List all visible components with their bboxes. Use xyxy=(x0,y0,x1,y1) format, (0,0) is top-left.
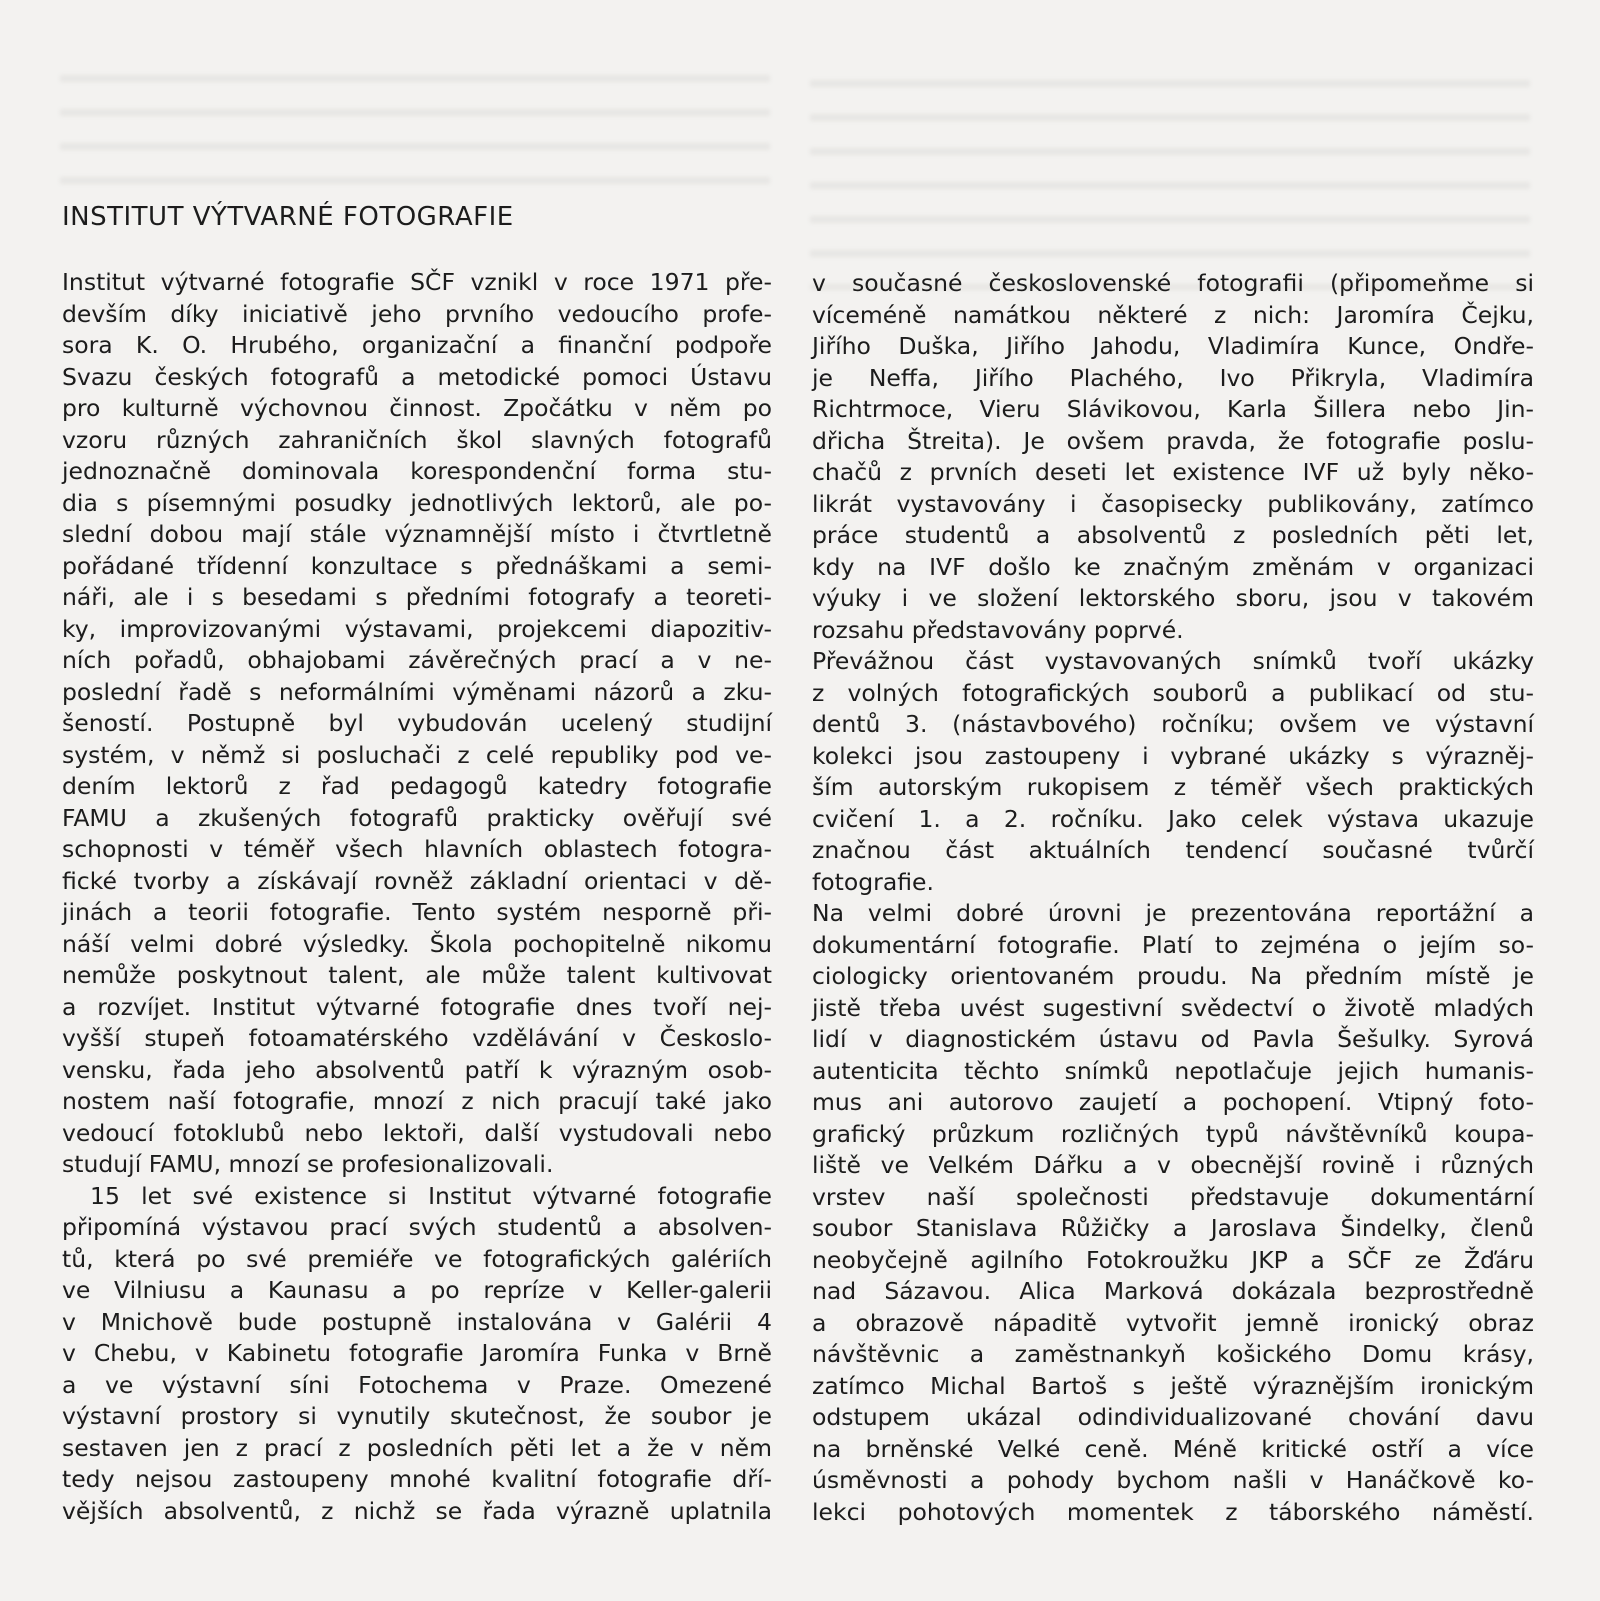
text-line: slední dobou mají stále významnější místo i čtvrtletně xyxy=(62,520,772,548)
text-line: vensku, řada jeho absolventů patří k výrazným osob- xyxy=(62,1055,772,1084)
text-line: dokumentární fotografie. Platí to zejména o jejím so- xyxy=(812,930,1534,959)
text-line: schopnosti v téměř všech hlavních oblastech fotogra- xyxy=(62,835,772,863)
text-line: v současné československé fotografii (připomeňme si xyxy=(812,269,1534,297)
right-text-column xyxy=(812,268,1534,1528)
text-line: náři, ale i s besedami s předními fotografy a teoreti- xyxy=(62,583,772,611)
text-line: Institut výtvarné fotografie SČF vznikl v roce 1971 pře- xyxy=(62,268,772,296)
text-line: Richtrmoce, Vieru Slávikovou, Karla Šillera nebo Jin- xyxy=(812,395,1534,423)
text-line: vrstev naší společnosti představuje dokumentární xyxy=(812,1182,1534,1211)
text-line: jednoznačně dominovala korespondenční forma stu- xyxy=(62,457,772,485)
text-line: jinách a teorii fotografie. Tento systém nesporně při- xyxy=(62,898,772,926)
text-line: z volných fotografických souborů a publikací od stu- xyxy=(812,678,1534,707)
article-heading: INSTITUT VÝTVARNÉ FOTOGRAFIE xyxy=(62,202,514,232)
text-line: 15 let své existence si Institut výtvarné fotografie xyxy=(90,1181,772,1210)
text-line: Převážnou část vystavovaných snímků tvoří ukázky xyxy=(812,647,1534,675)
text-line: ky, improvizovanými výstavami, projekcemi diapozitiv- xyxy=(62,614,772,643)
text-line: návštěvnic a zaměstnankyň košického Domu krásy, xyxy=(812,1340,1534,1368)
text-line: chačů z prvních deseti let existence IVF už byly něko- xyxy=(812,458,1534,486)
text-line: Svazu českých fotografů a metodické pomoci Ústavu xyxy=(62,362,772,391)
text-line: pro kulturně výchovnou činnost. Zpočátku v něm po xyxy=(62,394,772,422)
text-line: šeností. Postupně byl vybudován ucelený studijní xyxy=(62,709,772,737)
text-line: ních pořadů, obhajobami závěrečných prací a v ne- xyxy=(62,646,772,674)
text-line: odstupem ukázal odindividualizované chování davu xyxy=(812,1403,1534,1431)
text-line: soubor Stanislava Růžičky a Jaroslava Šindelky, členů xyxy=(812,1214,1534,1242)
text-line: Jiřího Duška, Jiřího Jahodu, Vladimíra Kunce, Ondře- xyxy=(812,332,1534,360)
text-line: v Chebu, v Kabinetu fotografie Jaromíra Funka v Brně xyxy=(62,1339,772,1367)
text-line: vedoucí fotoklubů nebo lektoři, další vystudovali nebo xyxy=(62,1118,772,1147)
text-line: autenticita těchto snímků nepotlačuje jejich humanis- xyxy=(812,1056,1534,1085)
text-line: práce studentů a absolventů z posledních pěti let, xyxy=(812,521,1534,549)
text-line: pořádané třídenní konzultace s přednáškami a semi- xyxy=(62,551,772,580)
text-line: víceméně namátkou některé z nich: Jaromíra Čejku, xyxy=(812,300,1534,329)
text-line: připomíná výstavou prací svých studentů a absolven- xyxy=(62,1213,772,1241)
text-line: dentů 3. (nástavbového) ročníku; ovšem ve výstavní xyxy=(812,710,1534,738)
text-line: a ve výstavní síni Fotochema v Praze. Omezené xyxy=(62,1370,772,1399)
text-line: fotografie. xyxy=(812,867,934,896)
text-line: grafický průzkum rozličných typů návštěvníků koupa- xyxy=(812,1119,1534,1148)
text-line: výstavní prostory si vynutily skutečnost, že soubor je xyxy=(62,1402,772,1430)
text-line: cvičení 1. a 2. ročníku. Jako celek výstava ukazuje xyxy=(812,804,1534,833)
text-line: kdy na IVF došlo ke značným změnám v organizaci xyxy=(812,552,1534,581)
text-line: značnou část aktuálních tendencí současné tvůrčí xyxy=(812,836,1534,864)
text-line: fické tvorby a získávají rovněž základní orientaci v dě- xyxy=(62,866,772,895)
text-line: rozsahu představovány poprvé. xyxy=(812,615,1184,644)
text-line: nemůže poskytnout talent, ale může talent kultivovat xyxy=(62,961,772,989)
text-line: nostem naší fotografie, mnozí z nich pracují také jako xyxy=(62,1087,772,1115)
text-line: dením lektorů z řad pedagogů katedry fotografie xyxy=(62,772,772,800)
text-line: nad Sázavou. Alica Marková dokázala bezprostředně xyxy=(812,1277,1534,1305)
text-line: a obrazově nápaditě vytvořit jemně ironický obraz xyxy=(812,1308,1534,1337)
text-line: zatímco Michal Bartoš s ještě výraznějším ironickým xyxy=(812,1371,1534,1400)
text-line: vějších absolventů, z nichž se řada výrazně uplatnila xyxy=(62,1496,772,1525)
text-line: studují FAMU, mnozí se profesionalizovali. xyxy=(62,1150,554,1178)
text-line: dřicha Štreita). Je ovšem pravda, že fotografie poslu- xyxy=(812,426,1534,455)
text-line: tů, která po své premiéře ve fotografických galériích xyxy=(62,1244,772,1273)
text-line: jistě třeba uvést sugestivní svědectví o životě mladých xyxy=(812,993,1534,1022)
text-line: Na velmi dobré úrovni je prezentována reportážní a xyxy=(812,899,1534,927)
text-line: vyšší stupeň fotoamatérského vzdělávání v Českoslo- xyxy=(62,1024,772,1052)
text-line: ciologicky orientovaném proudu. Na předním místě je xyxy=(812,962,1534,990)
text-line: vzoru různých zahraničních škol slavných fotografů xyxy=(62,425,772,454)
left-text-column xyxy=(62,267,772,1527)
text-line: liště ve Velkém Dářku a v obecnější rovině i různých xyxy=(812,1151,1534,1179)
text-line: tedy nejsou zastoupeny mnohé kvalitní fotografie dří- xyxy=(62,1465,772,1493)
text-line: lidí v diagnostickém ústavu od Pavla Šešulky. Syrová xyxy=(812,1025,1534,1053)
text-line: sora K. O. Hrubého, organizační a finanční podpoře xyxy=(62,331,772,359)
text-line: výuky i ve složení lektorského sboru, jsou v takovém xyxy=(812,584,1534,612)
text-line: úsměvnosti a pohody bychom našli v Hanáčkově ko- xyxy=(812,1466,1534,1494)
bleed-through-texture-right xyxy=(810,60,1530,290)
text-line: poslední řadě s neformálními výměnami názorů a zku- xyxy=(62,677,772,706)
text-line: likrát vystavovány i časopisecky publikovány, zatímco xyxy=(812,489,1534,518)
text-line: na brněnské Velké ceně. Méně kritické ostří a více xyxy=(812,1434,1534,1463)
text-line: náší velmi dobré výsledky. Škola pochopitelně nikomu xyxy=(62,929,772,958)
text-line: kolekci jsou zastoupeny i vybrané ukázky s výrazněj- xyxy=(812,741,1534,770)
text-line: ve Vilniusu a Kaunasu a po repríze v Keller-galerii xyxy=(62,1276,772,1304)
text-line: je Neffa, Jiřího Plachého, Ivo Přikryla, Vladimíra xyxy=(812,363,1534,392)
text-line: dia s písemnými posudky jednotlivých lektorů, ale po- xyxy=(62,488,772,517)
bleed-through-texture-left xyxy=(60,55,770,205)
text-line: neobyčejně agilního Fotokroužku JKP a SČF ze Žďáru xyxy=(812,1245,1534,1274)
text-line: v Mnichově bude postupně instalována v Galérii 4 xyxy=(62,1307,772,1336)
text-line: FAMU a zkušených fotografů prakticky ověřují své xyxy=(62,803,772,832)
text-line: a rozvíjet. Institut výtvarné fotografie dnes tvoří nej- xyxy=(62,992,772,1021)
text-line: devším díky iniciativě jeho prvního vedoucího profe- xyxy=(62,299,772,328)
text-line: mus ani autorovo zaujetí a pochopení. Vtipný foto- xyxy=(812,1088,1534,1116)
text-line: sestaven jen z prací z posledních pěti let a že v něm xyxy=(62,1433,772,1462)
text-line: ším autorským rukopisem z téměř všech praktických xyxy=(812,773,1534,801)
text-line: lekci pohotových momentek z táborského náměstí. xyxy=(812,1497,1534,1526)
text-line: systém, v němž si posluchači z celé republiky pod ve- xyxy=(62,740,772,769)
